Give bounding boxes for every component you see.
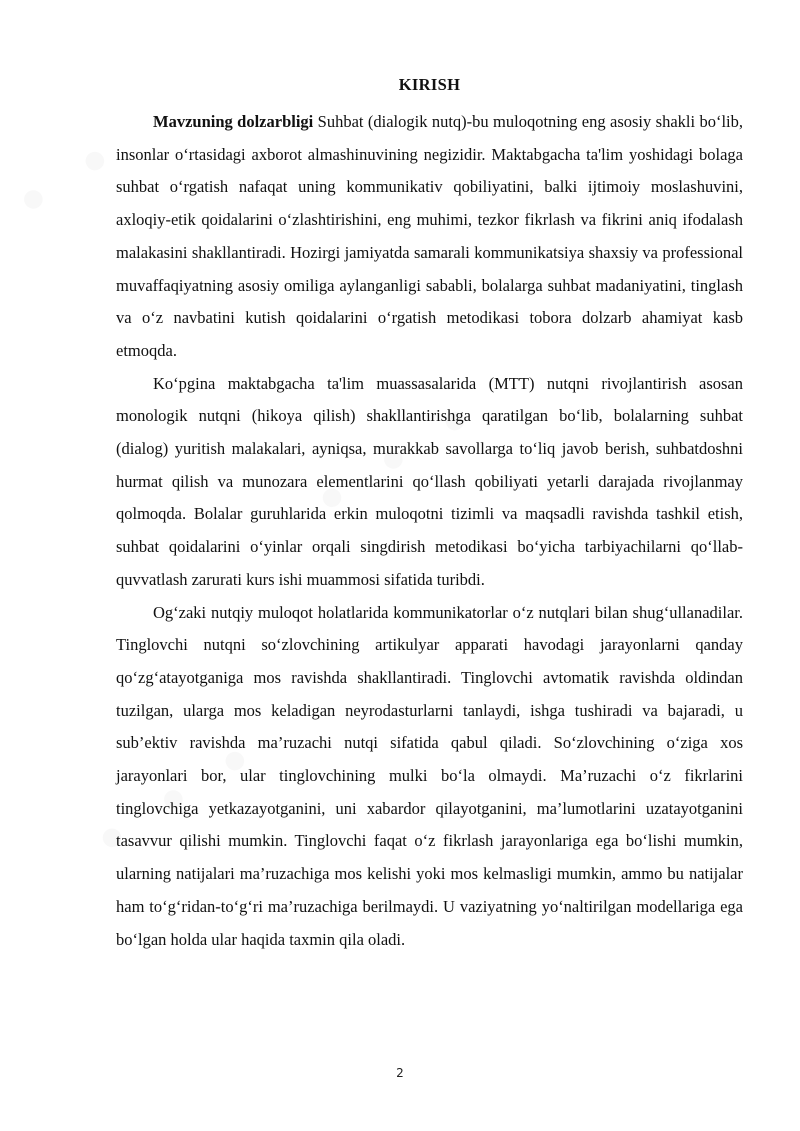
paragraph-text: Suhbat (dialogik nutq)-bu muloqotning eng asosiy shakli bo‘lib, insonlar o‘rtasidagi axborot almashinuvining negizidir. Maktabgacha ta'lim yoshidagi bolaga suhbat o‘rgatish nafaqat uning kommunikativ qobiliyatini, balki ijtimoiy moslashuvini, axloqiy-etik qoidalarini o‘zlashtirishini, eng muhimi, tezkor fikrlash va fikrini aniq ifodalash malakasini shakllantiradi. Hozirgi jamiyatda samarali kommunikatsiya shaxsiy va professional muvaffaqiyatning asosiy omiliga aylanganligi sababli, bolalarga suhbat madaniyatini, tinglash va o‘z navbatini kutish qoidalarini o‘rgatish metodikasi tobora dolzarb ahamiyat kasb etmoqda. xyxy=(116,112,743,360)
paragraph-relevance xyxy=(116,106,743,368)
paragraph-lead-bold: Mavzuning dolzarbligi xyxy=(153,112,314,131)
page-number: 2 xyxy=(396,1066,404,1080)
paragraph-problem xyxy=(116,368,743,597)
paragraph-text: Og‘zaki nutqiy muloqot holatlarida kommunikatorlar o‘z nutqlari bilan shug‘ullanadilar. Tinglovchi nutqni so‘zlovchining artikulyar apparati havodagi jarayonlarni qanday qo‘zg‘atayotganiga mos ravishda shakllantiradi. Tinglovchi avtomatik ravishda oldindan tuzilgan, ularga mos keladigan neyrodasturlarni tanlaydi, ishga tushiradi va bajaradi, u sub’ektiv ravishda ma’ruzachi nutqi sifatida qabul qiladi. So‘zlovchining o‘ziga xos jarayonlari bor, ular tinglovchining mulki bo‘la olmaydi. Ma’ruzachi o‘z fikrlarini tinglovchiga yetkazayotganini, uni xabardor qilayotganini, ma’lumotlarini uzatayotganini tasavvur qilishi mumkin. Tinglovchi faqat o‘z fikrlash jarayonlariga ega bo‘lishi mumkin, ularning natijalari ma’ruzachiga mos kelishi yoki mos kelmasligi mumkin, ammo bu natijalar ham to‘g‘ridan-to‘g‘ri ma’ruzachiga berilmaydi. U vaziyatning yo‘naltirilgan modellariga ega bo‘lgan holda ular haqida taxmin qila oladi. xyxy=(116,602,743,949)
document-body xyxy=(116,68,743,956)
section-title: KIRISH xyxy=(398,75,461,94)
paragraph-text: Ko‘pgina maktabgacha ta'lim muassasalarida (MTT) nutqni rivojlantirish asosan monologik nutqni (hikoya qilish) shakllantirishga qaratilgan bo‘lib, bolalarning suhbat (dialog) yuritish malakalari, ayniqsa, murakkab savollarga to‘liq javob berish, suhbatdoshni hurmat qilish va munozara elementlarini qo‘llash qobiliyati yetarli darajada rivojlanmay qolmoqda. Bolalar guruhlarida erkin muloqotni tizimli va maqsadli ravishda tashkil etish, suhbat qoidalarini o‘yinlar orqali singdirish metodikasi bo‘yicha tarbiyachilarni qo‘llab-quvvatlash zarurati kurs ishi muammosi sifatida turibdi. xyxy=(116,373,743,589)
paragraph-communication xyxy=(116,597,743,957)
